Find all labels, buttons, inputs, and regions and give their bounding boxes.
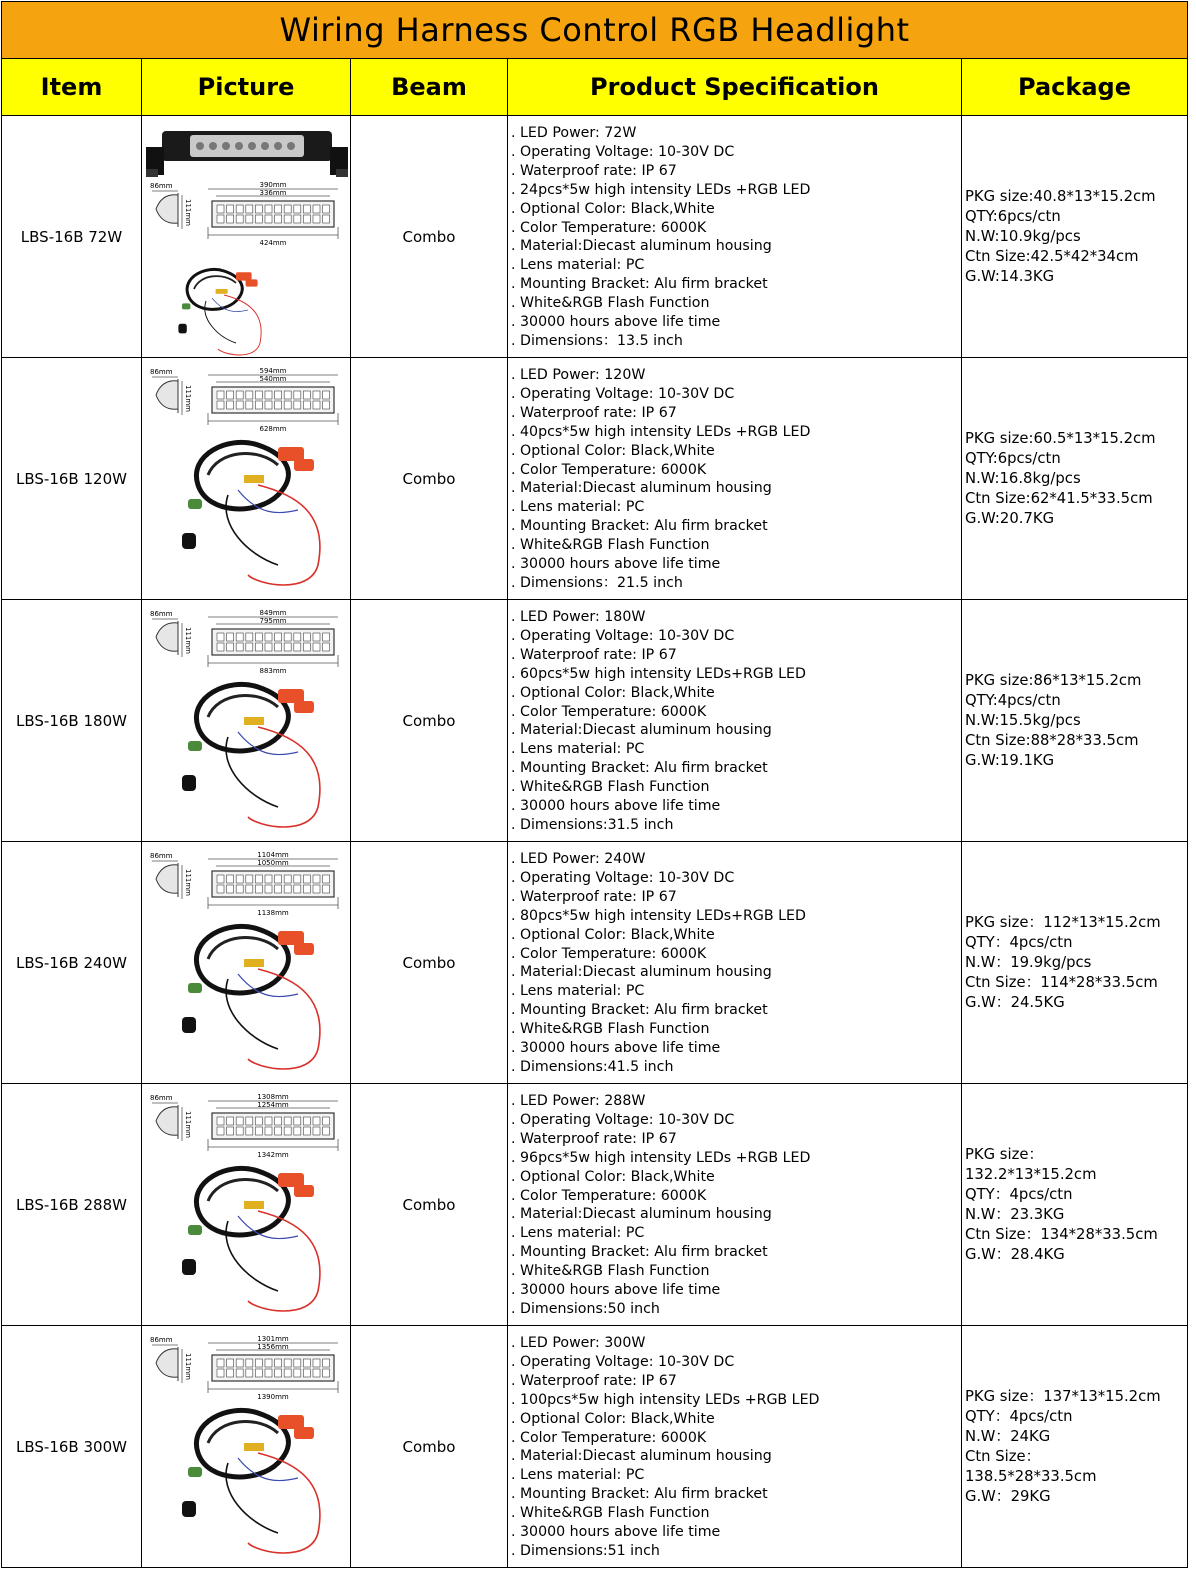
- package-line: QTY:4pcs/ctn: [965, 691, 1061, 709]
- spec-item: . Operating Voltage: 10-30V DC: [511, 143, 961, 162]
- lightbar-photo: [146, 131, 348, 177]
- beam-type: Combo: [351, 600, 508, 842]
- table-row: [2, 1084, 1188, 1326]
- product-picture: [142, 358, 351, 600]
- product-specification: [508, 1084, 962, 1326]
- package-line: N.W：24KG: [965, 1427, 1051, 1445]
- spec-item: . Mounting Bracket: Alu firm bracket: [511, 759, 961, 778]
- spec-item: . Color Temperature: 6000K: [511, 1187, 961, 1206]
- spec-item: . Lens material: PC: [511, 982, 961, 1001]
- package-line: Ctn Size:42.5*42*34cm: [965, 247, 1139, 265]
- package-line: Ctn Size：134*28*33.5cm: [965, 1225, 1158, 1243]
- item-model: LBS-16B 180W: [2, 600, 142, 842]
- package-line: G.W：28.4KG: [965, 1245, 1065, 1263]
- spec-item: . Mounting Bracket: Alu firm bracket: [511, 275, 961, 294]
- package-line: Ctn Size：: [965, 1447, 1041, 1465]
- title-row: [2, 2, 1188, 59]
- spec-item: . Waterproof rate: IP 67: [511, 888, 961, 907]
- package-line: QTY：4pcs/ctn: [965, 1185, 1073, 1203]
- item-model: LBS-16B 288W: [2, 1084, 142, 1326]
- spec-item: . LED Power: 120W: [511, 366, 961, 385]
- inner-length-label: 540mm: [259, 375, 287, 383]
- bracket-length-label: 883mm: [259, 667, 287, 675]
- bracket-length-label: 1342mm: [257, 1151, 289, 1159]
- package-line: PKG size:60.5*13*15.2cm: [965, 429, 1156, 447]
- spec-sheet: [1, 1, 1187, 1568]
- spec-item: . 100pcs*5w high intensity LEDs +RGB LED: [511, 1391, 961, 1410]
- table-row: [2, 358, 1188, 600]
- product-illustration: [142, 1327, 350, 1566]
- bracket-length-label: 1138mm: [257, 909, 289, 917]
- spec-list: [511, 116, 961, 351]
- spec-item: . 30000 hours above life time: [511, 797, 961, 816]
- spec-item: . Color Temperature: 6000K: [511, 219, 961, 238]
- product-illustration: [142, 1085, 350, 1324]
- side-profile-drawing: [152, 1345, 182, 1383]
- table-row: [2, 600, 1188, 842]
- spec-item: . 40pcs*5w high intensity LEDs +RGB LED: [511, 423, 961, 442]
- spec-item: . Optional Color: Black,White: [511, 926, 961, 945]
- spec-item: . 24pcs*5w high intensity LEDs +RGB LED: [511, 181, 961, 200]
- side-profile-drawing: [152, 861, 182, 899]
- spec-item: . Lens material: PC: [511, 1224, 961, 1243]
- side-profile-drawing: [152, 191, 182, 229]
- wiring-harness-photo: [178, 269, 261, 355]
- spec-item: . Material:Diecast aluminum housing: [511, 479, 961, 498]
- wiring-harness-photo: [182, 684, 320, 827]
- package-info: [962, 1326, 1188, 1568]
- spec-item: . White&RGB Flash Function: [511, 778, 961, 797]
- overall-length-label: 390mm: [259, 181, 287, 189]
- table-row: [2, 1326, 1188, 1568]
- package-line: G.W：24.5KG: [965, 993, 1065, 1011]
- package-line: QTY:6pcs/ctn: [965, 207, 1061, 225]
- spec-item: . Operating Voltage: 10-30V DC: [511, 385, 961, 404]
- spec-item: . 80pcs*5w high intensity LEDs+RGB LED: [511, 907, 961, 926]
- side-profile-drawing: [152, 377, 182, 415]
- spec-item: . LED Power: 240W: [511, 850, 961, 869]
- overall-length-label: 1308mm: [257, 1093, 289, 1101]
- spec-item: . Lens material: PC: [511, 1466, 961, 1485]
- spec-item: . Optional Color: Black,White: [511, 200, 961, 219]
- side-width-label: 86mm: [150, 610, 173, 618]
- inner-length-label: 336mm: [259, 189, 287, 197]
- spec-item: . Mounting Bracket: Alu firm bracket: [511, 1485, 961, 1504]
- spec-item: . Waterproof rate: IP 67: [511, 1372, 961, 1391]
- item-model: LBS-16B 300W: [2, 1326, 142, 1568]
- table-row: [2, 116, 1188, 358]
- product-illustration: [142, 117, 350, 356]
- spec-item: . White&RGB Flash Function: [511, 1020, 961, 1039]
- spec-item: . Lens material: PC: [511, 256, 961, 275]
- spec-item: . Operating Voltage: 10-30V DC: [511, 869, 961, 888]
- spec-item: . Waterproof rate: IP 67: [511, 646, 961, 665]
- spec-item: . Mounting Bracket: Alu firm bracket: [511, 1243, 961, 1262]
- spec-item: . Color Temperature: 6000K: [511, 461, 961, 480]
- package-line: N.W：23.3KG: [965, 1205, 1065, 1223]
- wiring-harness-photo: [182, 1168, 320, 1311]
- spec-item: . Material:Diecast aluminum housing: [511, 1205, 961, 1224]
- spec-item: . Color Temperature: 6000K: [511, 1429, 961, 1448]
- spec-item: . 96pcs*5w high intensity LEDs +RGB LED: [511, 1149, 961, 1168]
- package-line: G.W:20.7KG: [965, 509, 1055, 527]
- spec-list: [511, 1326, 961, 1561]
- spec-item: . Dimensions:50 inch: [511, 1300, 961, 1319]
- sheet-title: Wiring Harness Control RGB Headlight: [2, 2, 1188, 59]
- product-specification: [508, 842, 962, 1084]
- beam-type: Combo: [351, 1084, 508, 1326]
- side-height-label: 111mm: [184, 199, 192, 226]
- product-illustration: [142, 601, 350, 840]
- side-width-label: 86mm: [150, 182, 173, 190]
- spec-item: . Operating Voltage: 10-30V DC: [511, 627, 961, 646]
- product-table: [1, 1, 1188, 1568]
- spec-item: . Operating Voltage: 10-30V DC: [511, 1111, 961, 1130]
- package-info: [962, 842, 1188, 1084]
- spec-item: . Waterproof rate: IP 67: [511, 404, 961, 423]
- spec-item: . Optional Color: Black,White: [511, 1168, 961, 1187]
- package-info: [962, 600, 1188, 842]
- package-line: G.W:14.3KG: [965, 267, 1055, 285]
- package-line: Ctn Size:62*41.5*33.5cm: [965, 489, 1153, 507]
- spec-item: . 60pcs*5w high intensity LEDs+RGB LED: [511, 665, 961, 684]
- package-line: Ctn Size：114*28*33.5cm: [965, 973, 1158, 991]
- spec-item: . 30000 hours above life time: [511, 1281, 961, 1300]
- beam-type: Combo: [351, 116, 508, 358]
- package-line: QTY：4pcs/ctn: [965, 933, 1073, 951]
- wiring-harness-photo: [182, 1410, 320, 1553]
- header-spec: Product Specification: [508, 59, 962, 116]
- beam-type: Combo: [351, 842, 508, 1084]
- product-specification: [508, 358, 962, 600]
- beam-type: Combo: [351, 358, 508, 600]
- product-picture: [142, 842, 351, 1084]
- package-info: [962, 1084, 1188, 1326]
- package-line: QTY:6pcs/ctn: [965, 449, 1061, 467]
- bracket-length-label: 1390mm: [257, 1393, 289, 1401]
- wiring-harness-photo: [182, 926, 320, 1069]
- spec-list: [511, 1084, 961, 1319]
- side-width-label: 86mm: [150, 1094, 173, 1102]
- header-row: [2, 59, 1188, 116]
- spec-item: . Mounting Bracket: Alu firm bracket: [511, 1001, 961, 1020]
- wiring-harness-photo: [182, 442, 320, 585]
- side-width-label: 86mm: [150, 852, 173, 860]
- item-model: LBS-16B 240W: [2, 842, 142, 1084]
- spec-item: . Material:Diecast aluminum housing: [511, 721, 961, 740]
- package-info: [962, 358, 1188, 600]
- beam-type: Combo: [351, 1326, 508, 1568]
- bracket-length-label: 424mm: [259, 239, 287, 247]
- spec-item: . LED Power: 72W: [511, 124, 961, 143]
- spec-item: . LED Power: 300W: [511, 1334, 961, 1353]
- package-line: G.W：29KG: [965, 1487, 1051, 1505]
- header-package: Package: [962, 59, 1188, 116]
- side-height-label: 111mm: [184, 1111, 192, 1138]
- item-model: LBS-16B 72W: [2, 116, 142, 358]
- package-line: G.W:19.1KG: [965, 751, 1055, 769]
- spec-item: . Optional Color: Black,White: [511, 442, 961, 461]
- package-line: N.W：19.9kg/pcs: [965, 953, 1092, 971]
- header-beam: Beam: [351, 59, 508, 116]
- overall-length-label: 1104mm: [257, 851, 289, 859]
- product-specification: [508, 116, 962, 358]
- side-profile-drawing: [152, 1103, 182, 1141]
- package-line: N.W:15.5kg/pcs: [965, 711, 1081, 729]
- spec-item: . Dimensions：13.5 inch: [511, 332, 961, 351]
- spec-item: . Optional Color: Black,White: [511, 1410, 961, 1429]
- product-picture: [142, 1326, 351, 1568]
- product-specification: [508, 1326, 962, 1568]
- spec-item: . Material:Diecast aluminum housing: [511, 1447, 961, 1466]
- spec-item: . White&RGB Flash Function: [511, 1504, 961, 1523]
- side-height-label: 111mm: [184, 869, 192, 896]
- spec-item: . Material:Diecast aluminum housing: [511, 237, 961, 256]
- package-line: N.W:10.9kg/pcs: [965, 227, 1081, 245]
- spec-item: . Waterproof rate: IP 67: [511, 162, 961, 181]
- spec-item: . Lens material: PC: [511, 498, 961, 517]
- item-model: LBS-16B 120W: [2, 358, 142, 600]
- spec-item: . White&RGB Flash Function: [511, 1262, 961, 1281]
- inner-length-label: 795mm: [259, 617, 287, 625]
- side-height-label: 111mm: [184, 627, 192, 654]
- bracket-length-label: 628mm: [259, 425, 287, 433]
- header-item: Item: [2, 59, 142, 116]
- spec-item: . 30000 hours above life time: [511, 555, 961, 574]
- spec-item: . 30000 hours above life time: [511, 313, 961, 332]
- package-line: PKG size：: [965, 1145, 1044, 1163]
- spec-item: . White&RGB Flash Function: [511, 294, 961, 313]
- spec-item: . Dimensions：21.5 inch: [511, 574, 961, 593]
- spec-item: . Color Temperature: 6000K: [511, 945, 961, 964]
- spec-item: . Dimensions:41.5 inch: [511, 1058, 961, 1077]
- header-picture: Picture: [142, 59, 351, 116]
- spec-item: . Waterproof rate: IP 67: [511, 1130, 961, 1149]
- product-specification: [508, 600, 962, 842]
- spec-item: . 30000 hours above life time: [511, 1523, 961, 1542]
- inner-length-label: 1254mm: [257, 1101, 289, 1109]
- package-info: [962, 116, 1188, 358]
- overall-length-label: 594mm: [259, 367, 287, 375]
- spec-item: . Color Temperature: 6000K: [511, 703, 961, 722]
- spec-item: . White&RGB Flash Function: [511, 536, 961, 555]
- package-line: 132.2*13*15.2cm: [965, 1165, 1097, 1183]
- spec-item: . Mounting Bracket: Alu firm bracket: [511, 517, 961, 536]
- spec-item: . Material:Diecast aluminum housing: [511, 963, 961, 982]
- spec-item: . Operating Voltage: 10-30V DC: [511, 1353, 961, 1372]
- product-picture: [142, 116, 351, 358]
- spec-item: . LED Power: 288W: [511, 1092, 961, 1111]
- table-row: [2, 842, 1188, 1084]
- side-height-label: 111mm: [184, 1353, 192, 1380]
- package-line: PKG size:40.8*13*15.2cm: [965, 187, 1156, 205]
- product-picture: [142, 1084, 351, 1326]
- spec-item: . Dimensions:31.5 inch: [511, 816, 961, 835]
- package-line: QTY：4pcs/ctn: [965, 1407, 1073, 1425]
- spec-list: [511, 358, 961, 593]
- package-line: PKG size：137*13*15.2cm: [965, 1387, 1161, 1405]
- spec-item: . Optional Color: Black,White: [511, 684, 961, 703]
- spec-item: . LED Power: 180W: [511, 608, 961, 627]
- product-illustration: [142, 843, 350, 1082]
- spec-list: [511, 842, 961, 1077]
- spec-item: . Dimensions:51 inch: [511, 1542, 961, 1561]
- side-width-label: 86mm: [150, 368, 173, 376]
- inner-length-label: 1356mm: [257, 1343, 289, 1351]
- product-picture: [142, 600, 351, 842]
- package-line: N.W:16.8kg/pcs: [965, 469, 1081, 487]
- spec-list: [511, 600, 961, 835]
- overall-length-label: 1301mm: [257, 1335, 289, 1343]
- side-profile-drawing: [152, 619, 182, 657]
- package-line: PKG size：112*13*15.2cm: [965, 913, 1161, 931]
- package-line: Ctn Size:88*28*33.5cm: [965, 731, 1139, 749]
- package-line: PKG size:86*13*15.2cm: [965, 671, 1142, 689]
- side-width-label: 86mm: [150, 1336, 173, 1344]
- product-illustration: [142, 359, 350, 598]
- overall-length-label: 849mm: [259, 609, 287, 617]
- spec-item: . Lens material: PC: [511, 740, 961, 759]
- side-height-label: 111mm: [184, 385, 192, 412]
- inner-length-label: 1050mm: [257, 859, 289, 867]
- spec-item: . 30000 hours above life time: [511, 1039, 961, 1058]
- package-line: 138.5*28*33.5cm: [965, 1467, 1097, 1485]
